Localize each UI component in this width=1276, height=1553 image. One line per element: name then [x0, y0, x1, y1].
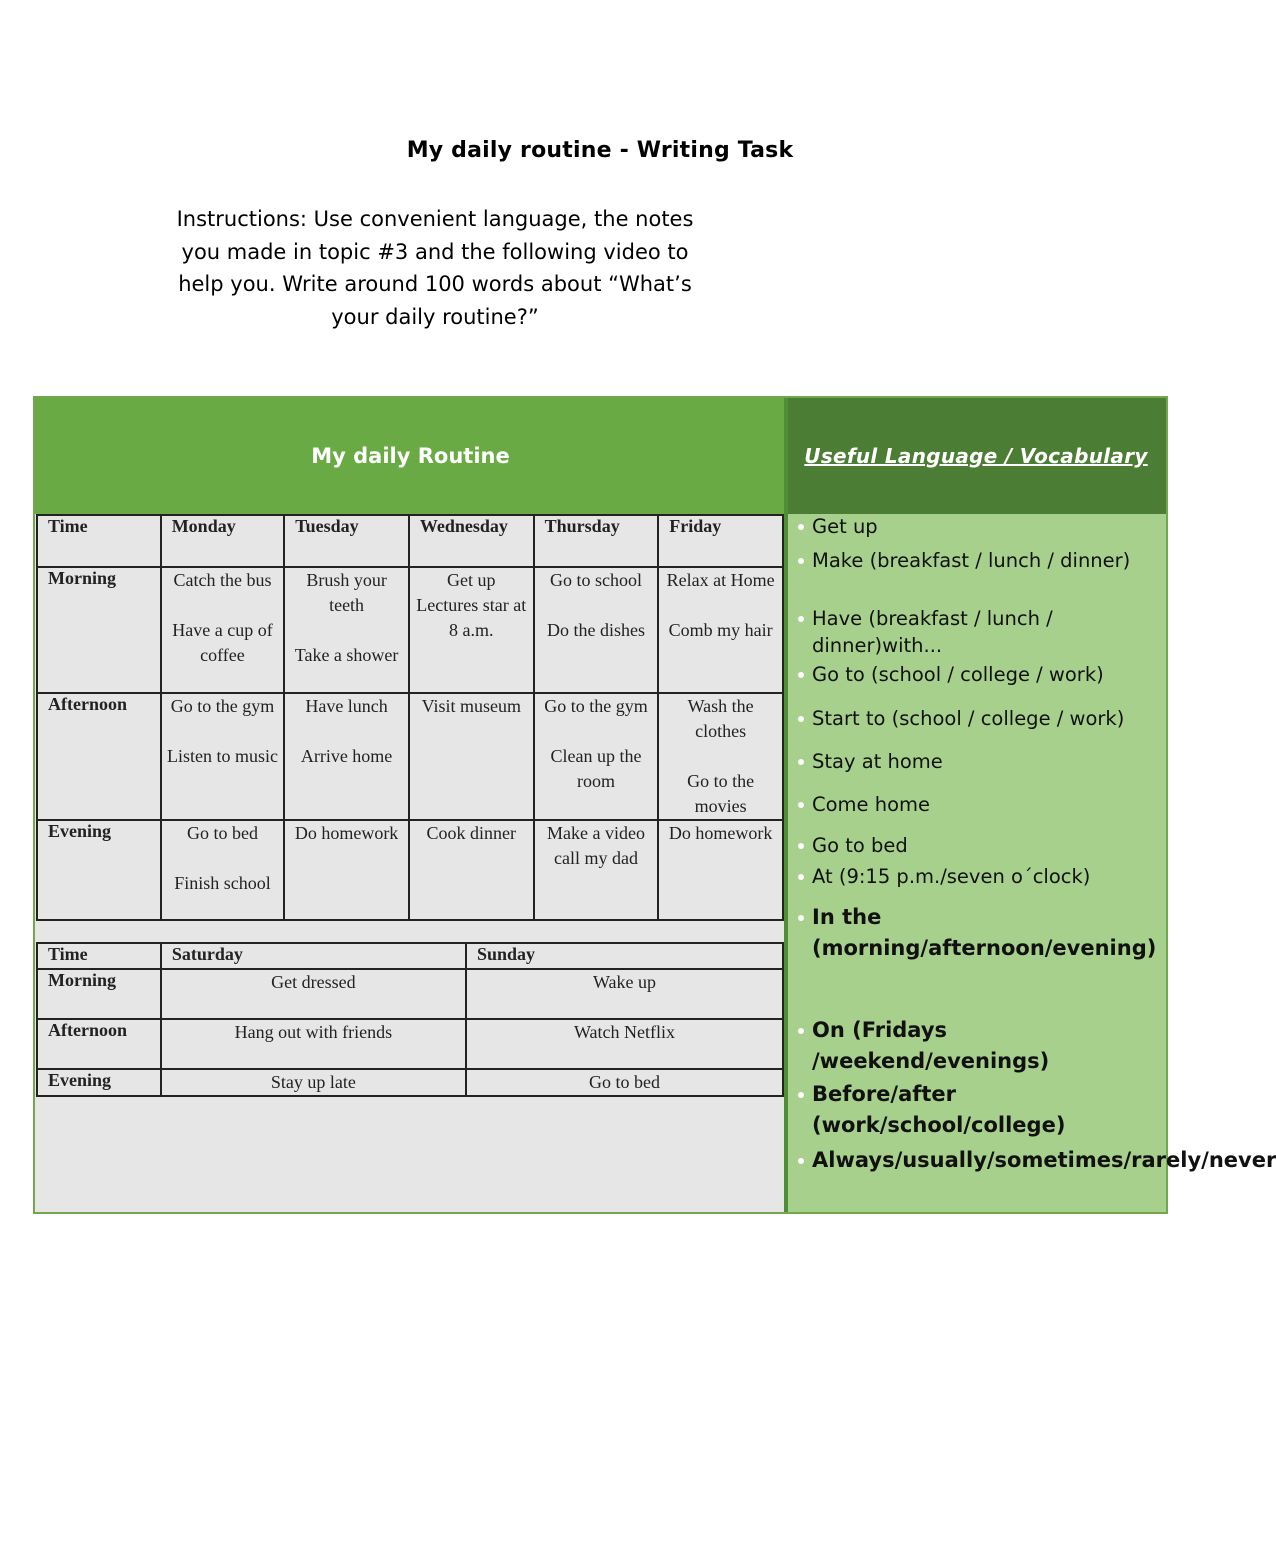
- table-cell: Do homework: [658, 820, 783, 920]
- table-cell: Have lunch Arrive home: [284, 693, 409, 820]
- table-header-row: [37, 943, 783, 969]
- bullet-icon: [798, 874, 804, 880]
- table-cell: Get up Lectures star at 8 a.m.: [409, 567, 534, 693]
- period-label: Morning: [37, 969, 161, 1019]
- table-cell: Watch Netflix: [466, 1019, 783, 1069]
- instructions: [165, 203, 705, 333]
- table-row: [37, 1019, 783, 1069]
- routine-frame: [33, 396, 1276, 1214]
- table-cell: Go to bed: [466, 1069, 783, 1096]
- table-cell: Wash the clothes Go to the movies: [658, 693, 783, 820]
- table-cell: Hang out with friends: [161, 1019, 466, 1069]
- page-title: My daily routine - Writing Task: [406, 138, 794, 163]
- vocab-item: Make (breakfast / lunch / dinner): [798, 547, 1172, 574]
- instructions-line: Instructions: Use convenient language, the notes: [176, 207, 694, 231]
- vocab-item: On (Fridays /weekend/evenings): [798, 1015, 1172, 1077]
- table-cell: Go to the gym Clean up the room: [534, 693, 659, 820]
- day-header: Wednesday: [409, 515, 534, 567]
- bullet-icon: [798, 524, 804, 530]
- vocab-item: Start to (school / college / work): [798, 705, 1172, 732]
- vocab-item: Stay at home: [798, 748, 1172, 775]
- bullet-icon: [798, 1158, 804, 1164]
- instructions-line: your daily routine?”: [331, 304, 539, 329]
- table-cell: Go to school Do the dishes: [534, 567, 659, 693]
- vocab-header: [786, 398, 1166, 514]
- vocab-item: In the (morning/afternoon/evening): [798, 902, 1172, 964]
- bullet-icon: [798, 558, 804, 564]
- table-row: [37, 820, 783, 920]
- bullet-icon: [798, 716, 804, 722]
- vocab-item: Have (breakfast / lunch / dinner)with...: [798, 605, 1172, 659]
- table-cell: Do homework: [284, 820, 409, 920]
- vocab-list: [788, 514, 1276, 1212]
- table-cell: Cook dinner: [409, 820, 534, 920]
- table-row: [37, 693, 783, 820]
- day-header: Thursday: [534, 515, 659, 567]
- weekday-table: [36, 514, 784, 921]
- time-header: Time: [37, 943, 161, 969]
- bullet-icon: [798, 1028, 804, 1034]
- bullet-icon: [798, 915, 804, 921]
- bullet-icon: [798, 1092, 804, 1098]
- instructions-line: you made in topic #3 and the following video to: [181, 239, 689, 264]
- vocab-item: Go to bed: [798, 832, 1172, 859]
- bullet-icon: [798, 759, 804, 765]
- vocab-header-label: Useful Language / Vocabulary: [804, 444, 1148, 468]
- table-cell: Wake up: [466, 969, 783, 1019]
- table-row: [37, 1069, 783, 1096]
- table-header-row: [37, 515, 783, 567]
- vocab-item: Get up: [798, 513, 1172, 540]
- table-cell: Brush your teeth Take a shower: [284, 567, 409, 693]
- period-label: Afternoon: [37, 693, 161, 820]
- table-cell: Go to the gym Listen to music: [161, 693, 285, 820]
- vocab-item: Always/usually/sometimes/rarely/never: [798, 1145, 1172, 1176]
- day-header: Friday: [658, 515, 783, 567]
- table-row: [37, 567, 783, 693]
- weekend-table: [36, 942, 784, 1097]
- time-header: Time: [37, 515, 161, 567]
- table-cell: Visit museum: [409, 693, 534, 820]
- bullet-icon: [798, 843, 804, 849]
- table-cell: Stay up late: [161, 1069, 466, 1096]
- bullet-icon: [798, 672, 804, 678]
- day-header: Sunday: [466, 943, 783, 969]
- period-label: Evening: [37, 820, 161, 920]
- period-label: Evening: [37, 1069, 161, 1096]
- bullet-icon: [798, 802, 804, 808]
- vocab-item: Come home: [798, 791, 1172, 818]
- period-label: Afternoon: [37, 1019, 161, 1069]
- table-row: [37, 969, 783, 1019]
- bullet-icon: [798, 616, 804, 622]
- table-cell: Get dressed: [161, 969, 466, 1019]
- day-header: Saturday: [161, 943, 466, 969]
- day-header: Monday: [161, 515, 285, 567]
- routine-header: My daily Routine: [35, 398, 786, 514]
- period-label: Morning: [37, 567, 161, 693]
- vocab-item: At (9:15 p.m./seven o´clock): [798, 863, 1172, 890]
- table-cell: Make a video call my dad: [534, 820, 659, 920]
- instructions-line: help you. Write around 100 words about “What’s: [178, 272, 692, 296]
- table-cell: Relax at Home Comb my hair: [658, 567, 783, 693]
- table-cell: Catch the bus Have a cup of coffee: [161, 567, 285, 693]
- table-cell: Go to bed Finish school: [161, 820, 285, 920]
- vocab-item: Before/after (work/school/college): [798, 1079, 1172, 1141]
- day-header: Tuesday: [284, 515, 409, 567]
- vocab-item: Go to (school / college / work): [798, 661, 1172, 688]
